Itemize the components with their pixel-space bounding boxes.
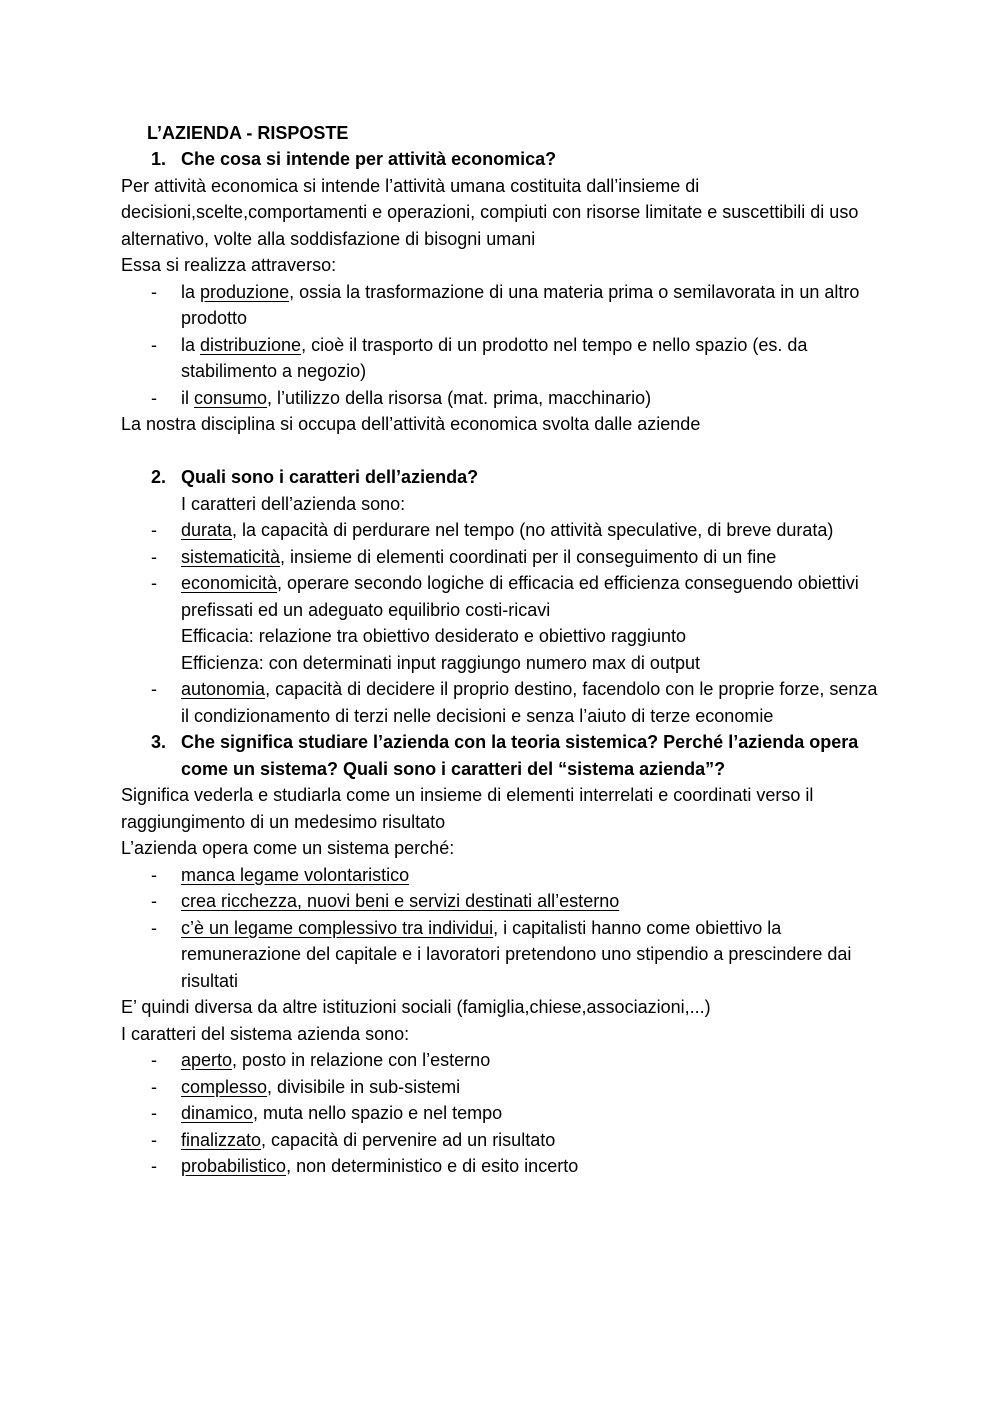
item-text: , non deterministico e di esito incerto	[286, 1156, 579, 1176]
item-text: , l’utilizzo della risorsa (mat. prima, macchinario)	[267, 387, 652, 408]
item-text: , la capacità di perdurare nel tempo (no attività speculative, di breve durata)	[232, 520, 834, 540]
question-2	[121, 464, 881, 491]
list-item	[121, 332, 881, 385]
list-item	[121, 862, 881, 889]
item-term: crea ricchezza, nuovi beni e servizi destinati all’esterno	[181, 891, 620, 911]
question-3	[121, 729, 881, 782]
definition-efficienza: Efficienza: con determinati input raggiungo numero max di output	[181, 652, 700, 673]
item-text: , cioè il trasporto di un prodotto nel tempo e nello spazio (es. da stabilimento a negozio)	[181, 334, 808, 381]
question-text: Quali sono i caratteri dell’azienda?	[181, 467, 479, 487]
item-term: durata	[181, 520, 233, 540]
bullet-dash: -	[151, 679, 157, 699]
paragraph: Significa vederla e studiarla come un insieme di elementi interrelati e coordinati verso il raggiungimento di un medesimo risultato	[121, 785, 814, 832]
list-item	[121, 1100, 881, 1127]
list-item	[121, 915, 881, 995]
item-term: distribuzione	[200, 334, 302, 355]
item-text: , ossia la trasformazione di una materia prima o semilavorata in un altro prodotto	[181, 281, 860, 328]
paragraph: I caratteri dell’azienda sono:	[181, 493, 406, 514]
item-term: aperto	[181, 1050, 233, 1070]
paragraph: E’ quindi diversa da altre istituzioni sociali (famiglia,chiese,associazioni,...)	[121, 997, 711, 1017]
item-text: , capacità di decidere il proprio destino, facendolo con le proprie forze, senza il condizionamento di terzi nelle decisioni e senza l’aiuto di terze economie	[181, 679, 878, 726]
item-prefix: la	[181, 334, 201, 355]
item-term: produzione	[200, 281, 290, 302]
item-term: complesso	[181, 1076, 268, 1097]
paragraph: I caratteri del sistema azienda sono:	[121, 1023, 410, 1044]
question-text: Che significa studiare l’azienda con la teoria sistemica? Perché l’azienda opera come un sistema? Quali sono i caratteri del “sistema azienda”?	[181, 732, 859, 779]
list-item	[121, 1127, 881, 1154]
bullet-dash: -	[151, 387, 157, 408]
bullet-dash: -	[151, 917, 157, 938]
item-text: , insieme di elementi coordinati per il conseguimento di un fine	[280, 546, 777, 567]
item-prefix: la	[181, 281, 201, 302]
list-item	[121, 544, 881, 571]
item-text: , operare secondo logiche di efficacia ed efficienza conseguendo obiettivi prefissati ed un adeguato equilibrio costi-ricavi	[181, 573, 859, 620]
bullet-dash: -	[151, 891, 157, 911]
item-term: probabilistico	[181, 1156, 287, 1176]
item-text: , divisibile in sub-sistemi	[267, 1076, 461, 1097]
paragraph: Essa si realizza attraverso:	[121, 255, 337, 275]
item-prefix: il	[181, 387, 194, 408]
question-number: 1.	[151, 149, 167, 169]
definition-efficacia: Efficacia: relazione tra obiettivo desiderato e obiettivo raggiunto	[181, 626, 686, 646]
item-term: economicità	[181, 573, 278, 593]
bullet-dash: -	[151, 1076, 157, 1097]
bullet-dash: -	[151, 864, 157, 885]
list-item	[121, 676, 881, 729]
item-text: , muta nello spazio e nel tempo	[253, 1103, 503, 1123]
bullet-dash: -	[151, 573, 157, 593]
question-text: Che cosa si intende per attività economica?	[181, 149, 557, 169]
bullet-dash: -	[151, 1050, 157, 1070]
page-title: L’AZIENDA - RISPOSTE	[147, 123, 349, 143]
paragraph: Per attività economica si intende l’attività umana costituita dall’insieme di decisioni,scelte,comportamenti e operazioni, compiuti con risorse limitate e suscettibili di uso alternativo, volte alla soddisfazione di bisogni umani	[121, 175, 859, 249]
item-text: , posto in relazione con l’esterno	[232, 1050, 491, 1070]
bullet-dash: -	[151, 334, 157, 355]
list-item	[121, 1047, 881, 1074]
item-term: consumo	[194, 387, 268, 408]
item-term: manca legame volontaristico	[181, 864, 410, 885]
list-item	[121, 1074, 881, 1101]
bullet-dash: -	[151, 520, 157, 540]
bullet-dash: -	[151, 281, 157, 302]
list-item	[121, 570, 881, 623]
list-item	[121, 517, 881, 544]
question-number: 2.	[151, 467, 167, 487]
item-term: autonomia	[181, 679, 266, 699]
bullet-dash: -	[151, 1156, 157, 1176]
question-1	[121, 146, 881, 173]
item-text: , capacità di pervenire ad un risultato	[261, 1129, 556, 1150]
question-number: 3.	[151, 732, 167, 752]
list-item	[121, 888, 881, 915]
list-item	[121, 1153, 881, 1180]
list-item	[121, 385, 881, 412]
list-item	[121, 279, 881, 332]
item-text: , i capitalisti hanno come obiettivo la remunerazione del capitale e i lavoratori pretendono uno stipendio a prescindere dai risultati	[181, 917, 852, 991]
paragraph: La nostra disciplina si occupa dell’attività economica svolta dalle aziende	[121, 414, 701, 434]
item-term: dinamico	[181, 1103, 254, 1123]
item-term: finalizzato	[181, 1129, 262, 1150]
item-term: c’è un legame complessivo tra individui	[181, 917, 494, 938]
bullet-dash: -	[151, 1103, 157, 1123]
document-page	[121, 120, 881, 1180]
paragraph: L’azienda opera come un sistema perché:	[121, 838, 455, 858]
bullet-dash: -	[151, 1129, 157, 1150]
bullet-dash: -	[151, 546, 157, 567]
spacer	[121, 438, 881, 465]
item-term: sistematicità	[181, 546, 281, 567]
